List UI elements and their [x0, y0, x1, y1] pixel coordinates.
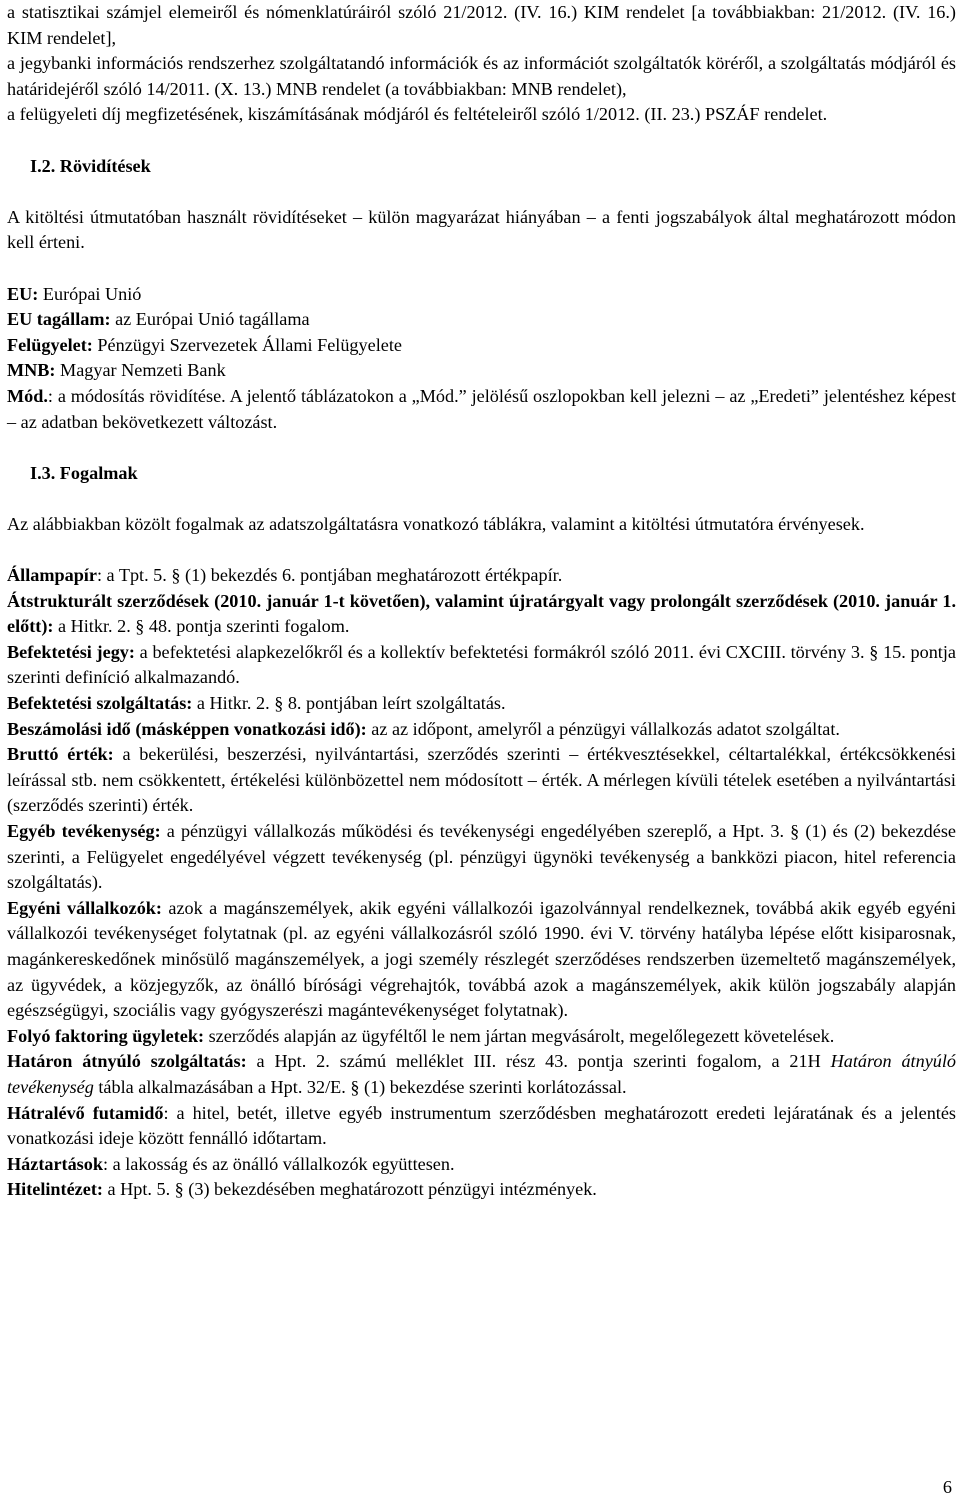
definition-term: Befektetési szolgáltatás: [7, 693, 193, 714]
definition-item [7, 1177, 956, 1203]
abbreviation-text: Pénzügyi Szervezetek Állami Felügyelete [92, 334, 402, 355]
definition-text: a Hpt. 2. számú melléklet III. rész 43. pontja szerinti fogalom, a 21H [246, 1051, 831, 1072]
definition-text: a Hitkr. 2. § 48. pontja szerinti fogalom. [53, 616, 350, 637]
abbreviation-term: Mód. [7, 385, 48, 406]
abbreviation-item [7, 282, 956, 308]
section-heading-definitions: I.3. Fogalmak [30, 462, 138, 483]
definition-term: Egyéni vállalkozók: [7, 897, 162, 918]
definition-text: a bekerülési, beszerzési, nyilvántartási, szerződés szerinti – értékvesztésekkel, céltartalékkal, értékcsökkenési leírással stb. nem csökkentett, értékelési különbözettel nem módosított – érték. A mérlegen kívüli tételek esetében a nyilvántartási (szerződés szerinti) érték. [7, 744, 956, 816]
page-number: 6 [942, 1477, 952, 1497]
abbreviation-term: EU: [7, 283, 39, 304]
definition-item [7, 589, 956, 640]
abbreviation-term: EU tagállam: [7, 309, 111, 330]
abbreviation-item [7, 307, 956, 333]
document-page [7, 0, 956, 1203]
abbreviation-text: Európai Unió [38, 283, 142, 304]
definition-list [7, 563, 956, 1203]
definition-item [7, 896, 956, 1024]
abbreviation-item [7, 333, 956, 359]
definition-term: Egyéb tevékenység: [7, 821, 161, 841]
definition-item [7, 640, 956, 691]
definition-item [7, 1152, 956, 1178]
definition-term: Beszámolási idő (másképpen vonatkozási idő): [7, 718, 367, 739]
definition-term: Átstrukturált szerződések (2010. január 1-t követően), valamint újratárgyalt vagy prolongált szerződések (2010. január 1. előtt): [7, 590, 956, 637]
definition-item [7, 691, 956, 717]
definition-item [7, 1101, 956, 1152]
definition-item [7, 1024, 956, 1050]
intro-paragraph-3: a felügyeleti díj megfizetésének, kiszámításának módjáról és feltételeiről szóló 1/2012. (II. 23.) PSZÁF rendelet. [7, 104, 828, 125]
abbreviation-term: MNB: [7, 360, 56, 381]
abbreviation-text: az Európai Unió tagállama [110, 309, 310, 330]
definition-italic-table-name: Határon átnyúló tevékenység [7, 1051, 957, 1097]
abbreviation-item [7, 384, 956, 435]
definition-item [7, 563, 956, 589]
definitions-intro: Az alábbiakban közölt fogalmak az adatszolgáltatásra vonatkozó táblákra, valamint a kitöltési útmutatóra érvényesek. [7, 513, 865, 534]
definition-text: a pénzügyi vállalkozás működési és tevékenységi engedélyében szereplő, a Hpt. 3. § (1) és (2) bekezdése szerinti, a Felügyelet engedélyével végzett tevékenység (pl. pénzügyi ügynöki tevékenység a bankközi piacon, hitel referencia szolgáltatás). [7, 821, 956, 893]
definition-term: Bruttó érték: [7, 744, 114, 765]
section-heading-abbreviations: I.2. Rövidítések [30, 155, 151, 176]
definition-text: a Hpt. 5. § (3) bekezdésében meghatározott pénzügyi intézmények. [102, 1179, 597, 1200]
definition-term: Folyó faktoring ügyletek: [7, 1025, 205, 1046]
definition-text: a befektetési alapkezelőkről és a kollektív befektetési formákról szóló 2011. évi CXCIII. törvény 3. § 15. pontja szerinti definíció alkalmazandó. [7, 641, 956, 688]
definition-item [7, 1049, 956, 1100]
definition-text: a Hitkr. 2. § 8. pontjában leírt szolgáltatás. [192, 693, 506, 714]
definition-term: Háztartások [7, 1153, 103, 1174]
abbreviation-list [7, 282, 956, 436]
intro-paragraph-1: a statisztikai számjel elemeiről és nómenklatúráiról szóló 21/2012. (IV. 16.) KIM rendelet [a továbbiakban: 21/2012. (IV. 16.) KIM rendelet], [7, 2, 956, 48]
definition-term: Befektetési jegy: [7, 641, 135, 662]
definition-text: az az időpont, amelyről a pénzügyi vállalkozás adatot szolgáltat. [366, 718, 840, 739]
definition-item [7, 717, 956, 743]
abbreviation-text: : a módosítás rövidítése. A jelentő táblázatokon a „Mód.” jelölésű oszlopokban kell jelezni – az „Eredeti” jelentéshez képest – az adatban bekövetkezett változást. [7, 385, 956, 432]
definition-text: : a lakosság és az önálló vállalkozók együttesen. [102, 1153, 455, 1174]
definition-text: : a Tpt. 5. § (1) bekezdés 6. pontjában meghatározott értékpapír. [96, 565, 563, 586]
definition-term: Határon átnyúló szolgáltatás: [7, 1051, 247, 1072]
abbreviation-term: Felügyelet: [7, 334, 93, 355]
definition-text-tail: tábla alkalmazásában a Hpt. 32/E. § (1) bekezdése szerinti korlátozással. [93, 1076, 627, 1097]
definition-term: Hitelintézet: [7, 1179, 103, 1200]
definition-term: Állampapír [7, 565, 97, 586]
abbreviation-text: Magyar Nemzeti Bank [55, 360, 226, 381]
abbreviation-item [7, 358, 956, 384]
intro-paragraph-2: a jegybanki információs rendszerhez szolgáltatandó információk és az információt szolgáltatók köréről, a szolgáltatás módjáról és határidejéről szóló 14/2011. (X. 13.) MNB rendelet (a továbbiakban: MNB rendelet), [7, 53, 956, 99]
definition-text: szerződés alapján az ügyféltől le nem jártan megvásárolt, megelőlegezett követelések. [204, 1025, 835, 1046]
definition-text: azok a magánszemélyek, akik egyéni vállalkozói igazolvánnyal rendelkeznek, továbbá akik egyéb egyéni vállalkozói tevékenységet folytatnak (pl. az egyéni vállalkozásról szóló 1990. évi V. törvény hatályba lépése előtt kisiparosnak, magánkereskedőnek minősülő magánszemélyek, a jogi személy részlegét szerződéses rendszerben üzemeltető magánszemélyek, az ügyvédek, a közjegyzők, az önálló bírósági végrehajtók, továbbá azok a magánszemélyek, akik külön jogszabály alapján egészségügyi, szociális vagy gyógyszerészi magántevékenységet folytatnak). [7, 897, 957, 1021]
definition-item [7, 742, 956, 819]
definition-term: Hátralévő futamidő [7, 1102, 164, 1123]
definition-text: : a hitel, betét, illetve egyéb instrumentum szerződésben meghatározott eredeti lejáratának és a jelentés vonatkozási ideje között fennálló időtartam. [7, 1102, 956, 1149]
definition-item [7, 819, 956, 896]
abbreviations-intro: A kitöltési útmutatóban használt rövidítéseket – külön magyarázat hiányában – a fenti jogszabályok által meghatározott módon kell érteni. [7, 206, 956, 253]
